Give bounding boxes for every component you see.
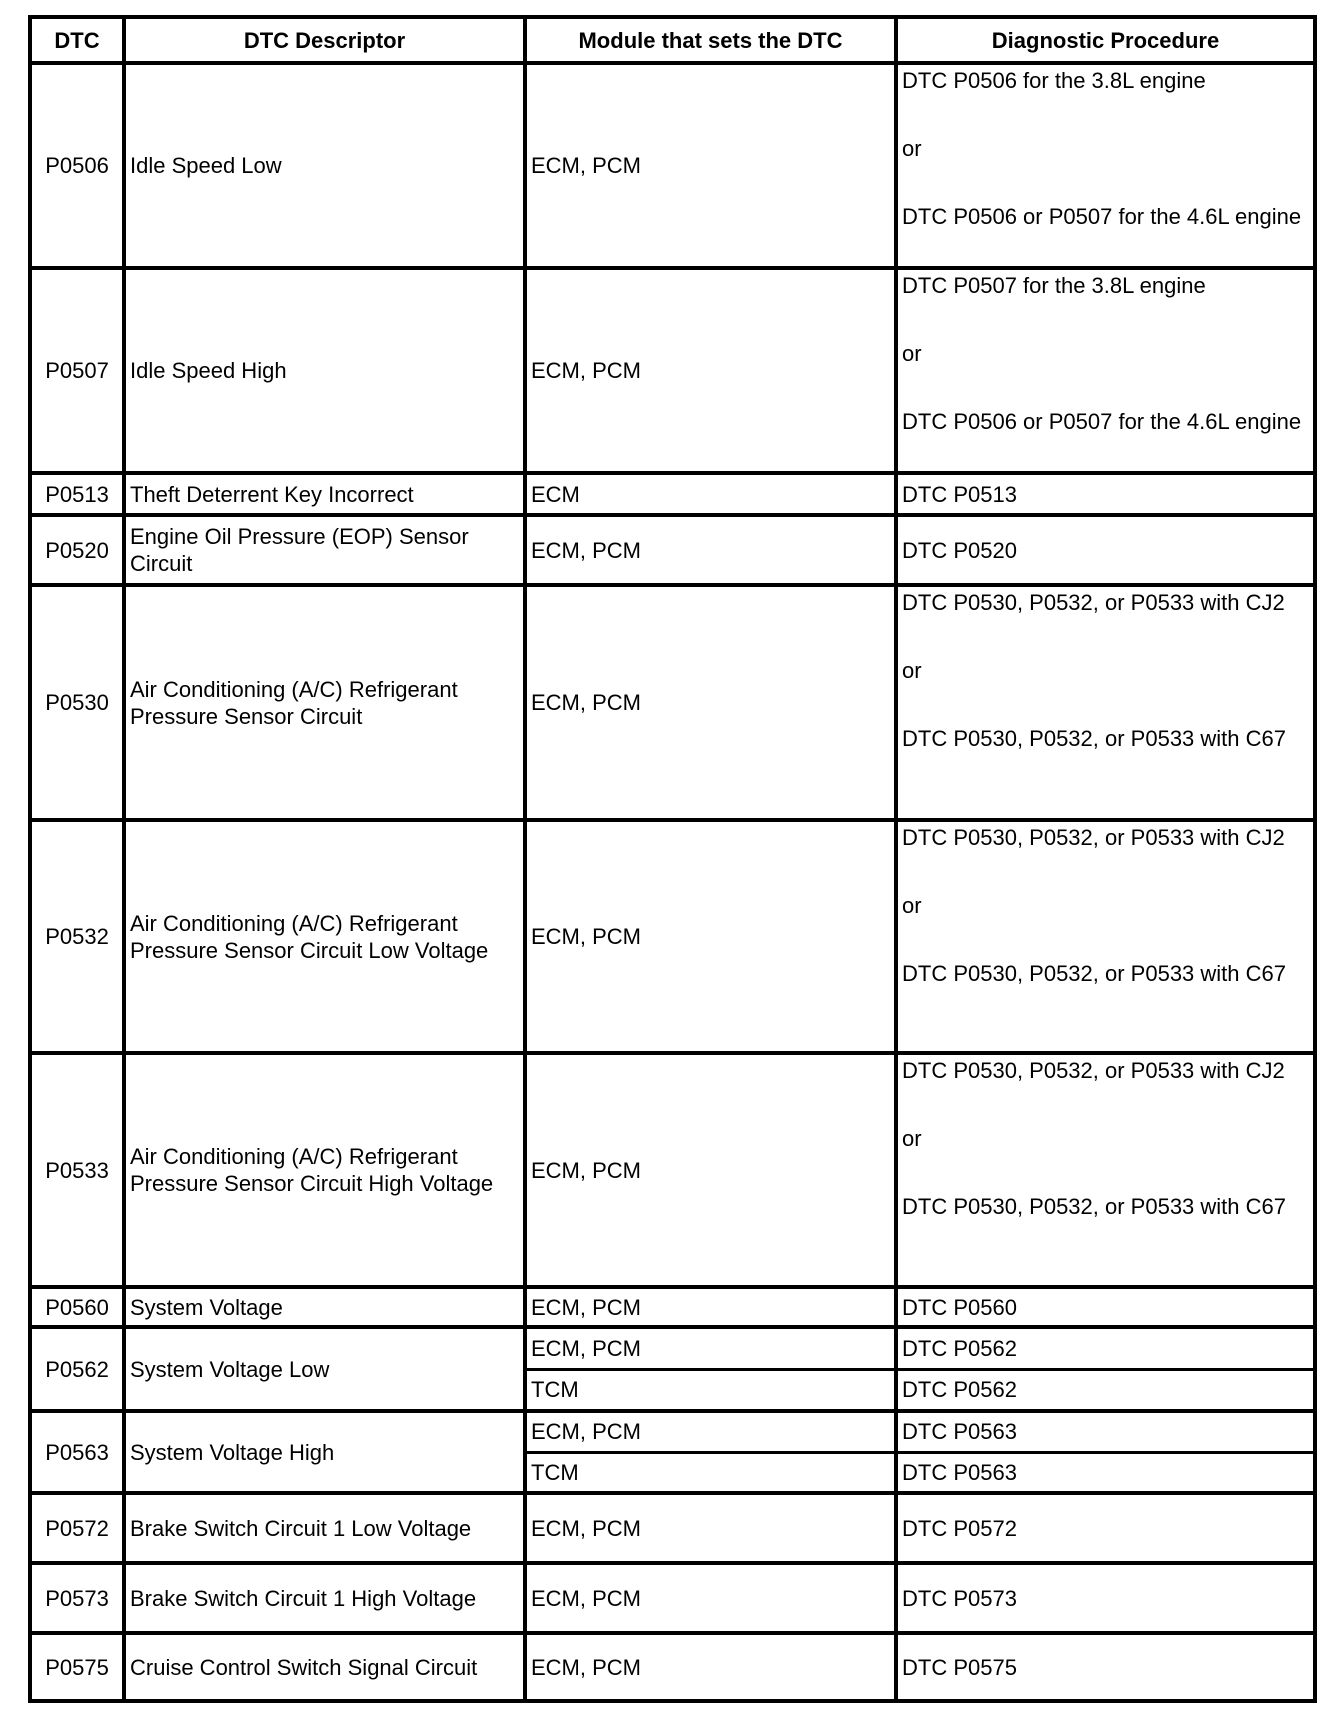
diagnostic-procedure: DTC P0563 — [898, 1451, 1313, 1492]
table-row — [32, 818, 1313, 1051]
header-procedure: Diagnostic Procedure — [894, 19, 1313, 61]
procedure-link: DTC P0530, P0532, or P0533 with CJ2 — [902, 825, 1285, 850]
module: TCM — [527, 1451, 894, 1492]
procedure-or: or — [902, 1126, 922, 1151]
dtc-code: P0562 — [45, 1356, 109, 1382]
table-row — [32, 1491, 1313, 1561]
module: ECM, PCM — [523, 270, 894, 471]
module: ECM, PCM — [523, 65, 894, 266]
diagnostic-procedure: DTC P0573 — [894, 1565, 1313, 1631]
table-row — [32, 266, 1313, 471]
procedure-or: or — [902, 341, 922, 366]
dtc-descriptor: Engine Oil Pressure (EOP) Sensor Circuit — [122, 517, 523, 583]
dtc-code: P0572 — [45, 1515, 109, 1541]
dtc-descriptor: Idle Speed High — [122, 270, 523, 471]
header-descriptor: DTC Descriptor — [122, 19, 523, 61]
dtc-descriptor: Theft Deterrent Key Incorrect — [122, 475, 523, 513]
table-row — [32, 1051, 1313, 1285]
dtc-code: P0513 — [45, 481, 109, 507]
module: ECM, PCM — [523, 1289, 894, 1325]
dtc-code: P0533 — [45, 1157, 109, 1183]
header-dtc: DTC — [54, 27, 100, 53]
module: TCM — [527, 1368, 894, 1410]
dtc-descriptor: Cruise Control Switch Signal Circuit — [122, 1635, 523, 1699]
procedure-or: or — [902, 893, 922, 918]
dtc-descriptor: Brake Switch Circuit 1 Low Voltage — [122, 1495, 523, 1561]
diagnostic-procedure: DTC P0562 — [898, 1368, 1313, 1410]
diagnostic-procedure: DTC P0513 — [894, 475, 1313, 513]
dtc-code: P0575 — [45, 1654, 109, 1680]
table-row — [32, 1561, 1313, 1631]
diagnostic-procedure — [894, 1055, 1313, 1285]
diagnostic-procedure — [894, 822, 1313, 1051]
module: ECM, PCM — [531, 1419, 641, 1445]
dtc-descriptor: Idle Speed Low — [122, 65, 523, 266]
table-row — [32, 1409, 1313, 1491]
diagnostic-procedure: DTC P0520 — [894, 517, 1313, 583]
dtc-code: P0563 — [45, 1439, 109, 1465]
procedure-or: or — [902, 136, 922, 161]
diagnostic-procedure — [894, 65, 1313, 266]
procedure-group — [894, 1329, 1313, 1409]
module: ECM, PCM — [523, 1495, 894, 1561]
module: ECM, PCM — [523, 822, 894, 1051]
dtc-table — [28, 15, 1317, 1703]
dtc-descriptor: Air Conditioning (A/C) Refrigerant Pressure Sensor Circuit High Voltage — [122, 1055, 523, 1285]
diagnostic-procedure — [894, 270, 1313, 471]
module: ECM, PCM — [523, 587, 894, 818]
module: ECM, PCM — [523, 517, 894, 583]
table-header-row — [32, 19, 1313, 61]
header-module: Module that sets the DTC — [523, 19, 894, 61]
procedure-link: DTC P0506 for the 3.8L engine — [902, 68, 1206, 93]
diagnostic-procedure: DTC P0563 — [902, 1419, 1017, 1445]
table-row — [32, 513, 1313, 583]
module-group — [523, 1329, 894, 1409]
module: ECM, PCM — [523, 1565, 894, 1631]
dtc-code: P0573 — [45, 1585, 109, 1611]
module: ECM, PCM — [523, 1635, 894, 1699]
dtc-descriptor: Brake Switch Circuit 1 High Voltage — [122, 1565, 523, 1631]
dtc-descriptor: System Voltage — [122, 1289, 523, 1325]
procedure-link: DTC P0507 for the 3.8L engine — [902, 273, 1206, 298]
procedure-link: DTC P0530, P0532, or P0533 with CJ2 — [902, 590, 1285, 615]
procedure-link: DTC P0530, P0532, or P0533 with C67 — [902, 961, 1287, 986]
diagnostic-procedure: DTC P0572 — [894, 1495, 1313, 1561]
dtc-code: P0530 — [45, 690, 109, 715]
dtc-code: P0520 — [45, 537, 109, 563]
diagnostic-procedure: DTC P0560 — [894, 1289, 1313, 1325]
procedure-link: DTC P0506 or P0507 for the 4.6L engine — [902, 409, 1302, 434]
dtc-descriptor: System Voltage Low — [122, 1329, 523, 1409]
dtc-code: P0506 — [45, 153, 109, 178]
module: ECM, PCM — [531, 1335, 641, 1361]
procedure-group — [894, 1413, 1313, 1491]
diagnostic-procedure — [894, 587, 1313, 818]
table-row — [32, 61, 1313, 266]
table-row — [32, 1285, 1313, 1325]
procedure-link: DTC P0530, P0532, or P0533 with C67 — [902, 1194, 1287, 1219]
procedure-link: DTC P0530, P0532, or P0533 with C67 — [902, 726, 1287, 751]
dtc-code: P0532 — [45, 924, 109, 949]
procedure-link: DTC P0530, P0532, or P0533 with CJ2 — [902, 1058, 1285, 1083]
procedure-link: DTC P0506 or P0507 for the 4.6L engine — [902, 204, 1302, 229]
module-group — [523, 1413, 894, 1491]
dtc-descriptor: System Voltage High — [122, 1413, 523, 1491]
module: ECM, PCM — [523, 1055, 894, 1285]
diagnostic-procedure: DTC P0575 — [894, 1635, 1313, 1699]
module: ECM — [523, 475, 894, 513]
dtc-code: P0560 — [45, 1294, 109, 1320]
table-row — [32, 583, 1313, 818]
dtc-descriptor: Air Conditioning (A/C) Refrigerant Pressure Sensor Circuit Low Voltage — [122, 822, 523, 1051]
table-row — [32, 1325, 1313, 1409]
diagnostic-procedure: DTC P0562 — [902, 1335, 1017, 1361]
dtc-code: P0507 — [45, 358, 109, 383]
table-row — [32, 471, 1313, 513]
procedure-or: or — [902, 658, 922, 683]
dtc-descriptor: Air Conditioning (A/C) Refrigerant Pressure Sensor Circuit — [122, 587, 523, 818]
table-row — [32, 1631, 1313, 1699]
